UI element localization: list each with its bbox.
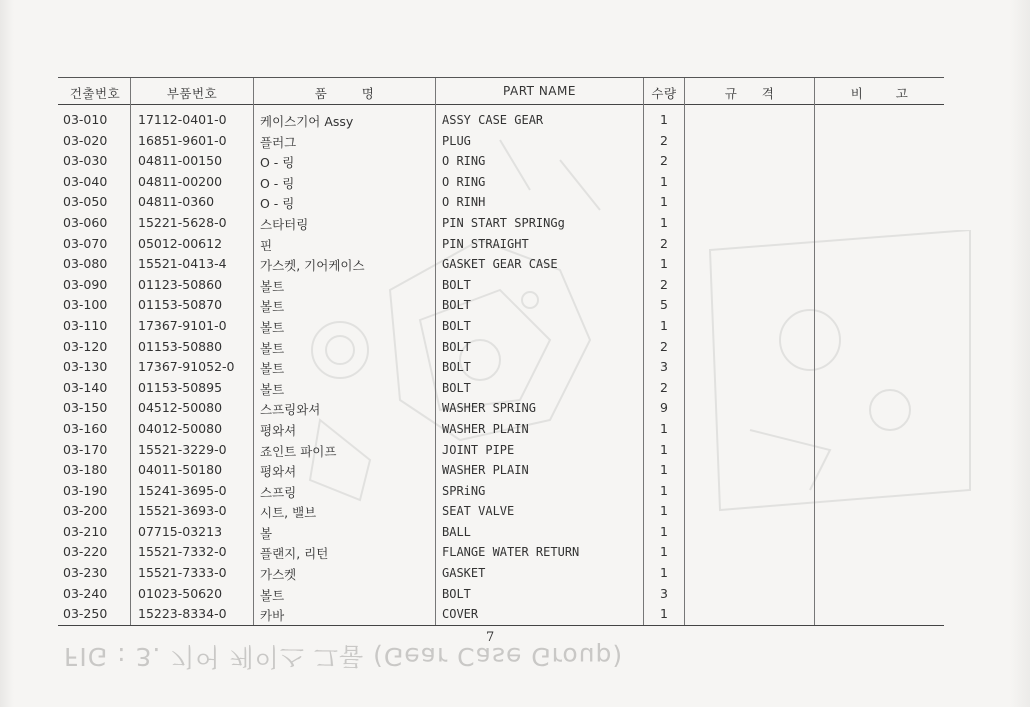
cell-part-name: JOINT PIPE <box>442 442 515 457</box>
cell-part-no: 15521-0413-4 <box>138 256 227 272</box>
table-row <box>58 234 944 255</box>
table-row <box>58 131 944 152</box>
table-row <box>58 398 944 419</box>
table-row <box>58 604 944 625</box>
cell-ref-no: 03-160 <box>63 420 108 436</box>
cell-qty: 1 <box>660 441 668 457</box>
table-row <box>58 584 944 605</box>
header-ref-no: 건출번호 <box>69 86 121 101</box>
cell-ref-no: 03-070 <box>63 235 108 251</box>
cell-part-name: COVER <box>442 607 479 622</box>
cell-part-name: GASKET GEAR CASE <box>442 257 558 272</box>
cell-qty: 1 <box>660 544 668 560</box>
table-row <box>58 254 944 275</box>
table-row <box>58 357 944 378</box>
cell-part-no: 15521-3693-0 <box>138 503 227 519</box>
cell-name-kr: 플랜지, 리턴 <box>260 546 329 562</box>
cell-qty: 1 <box>660 462 668 478</box>
cell-ref-no: 03-200 <box>63 503 108 519</box>
cell-ref-no: 03-190 <box>63 482 108 498</box>
cell-name-kr: 플러그 <box>260 134 297 150</box>
cell-part-no: 01153-50870 <box>138 297 223 313</box>
cell-ref-no: 03-010 <box>63 112 108 127</box>
cell-qty: 2 <box>660 379 668 395</box>
cell-name-kr: 카바 <box>260 608 285 624</box>
cell-part-no: 04811-00200 <box>138 173 223 189</box>
table-header-rule <box>58 104 944 105</box>
cell-part-name: BOLT <box>442 298 471 313</box>
parts-table-body <box>58 110 944 625</box>
cell-name-kr: 케이스기어 Assy <box>260 114 354 129</box>
cell-part-no: 15223-8334-0 <box>138 606 227 622</box>
header-part-no: 부품번호 <box>166 86 218 101</box>
cell-ref-no: 03-180 <box>63 462 108 478</box>
cell-ref-no: 03-150 <box>63 400 108 416</box>
table-row <box>58 295 944 316</box>
cell-part-no: 15521-7332-0 <box>138 544 227 560</box>
cell-qty: 1 <box>660 606 668 622</box>
cell-ref-no: 03-230 <box>63 565 108 581</box>
cell-part-name: SEAT VALVE <box>442 504 515 519</box>
cell-part-no: 15221-5628-0 <box>138 214 227 230</box>
cell-part-name: WASHER PLAIN <box>442 463 529 478</box>
cell-part-no: 16851-9601-0 <box>138 132 227 148</box>
cell-qty: 1 <box>660 565 668 581</box>
cell-part-name: BOLT <box>442 586 471 601</box>
cell-part-no: 17112-0401-0 <box>138 112 227 127</box>
cell-ref-no: 03-050 <box>63 194 108 210</box>
cell-part-name: BOLT <box>442 318 471 333</box>
cell-ref-no: 03-250 <box>63 606 108 622</box>
cell-name-kr: 볼트 <box>260 319 285 335</box>
cell-qty: 5 <box>660 297 668 313</box>
cell-part-no: 04811-0360 <box>138 194 215 210</box>
cell-part-no: 17367-91052-0 <box>138 359 235 375</box>
header-qty: 수량 <box>651 86 677 101</box>
cell-part-name: O RINH <box>442 195 486 210</box>
cell-name-kr: 볼트 <box>260 340 285 356</box>
cell-part-name: BOLT <box>442 360 471 375</box>
bleed-through-caption: FIG : 3. 기어 케이스 그룹 (Gear Case Group) <box>64 642 624 671</box>
header-part-name: PART NAME <box>503 84 576 98</box>
cell-name-kr: 스프링와셔 <box>260 402 321 418</box>
cell-part-name: BOLT <box>442 277 471 292</box>
cell-part-name: O RING <box>442 174 486 189</box>
cell-part-name: SPRiNG <box>442 483 486 498</box>
cell-qty: 1 <box>660 420 668 436</box>
cell-name-kr: 볼트 <box>260 278 285 294</box>
table-row <box>58 213 944 234</box>
table-row <box>58 192 944 213</box>
cell-part-no: 15521-7333-0 <box>138 565 227 581</box>
cell-qty: 1 <box>660 214 668 230</box>
table-row <box>58 151 944 172</box>
cell-qty: 2 <box>660 132 668 148</box>
cell-qty: 2 <box>660 153 668 169</box>
cell-part-no: 04512-50080 <box>138 400 223 416</box>
table-row <box>58 419 944 440</box>
cell-qty: 1 <box>660 256 668 272</box>
header-remarks: 비 고 <box>850 86 909 101</box>
cell-name-kr: 죠인트 파이프 <box>260 443 337 459</box>
cell-ref-no: 03-120 <box>63 338 108 354</box>
table-row <box>58 542 944 563</box>
cell-part-no: 05012-00612 <box>138 235 223 251</box>
cell-part-name: PIN START SPRINGg <box>442 215 565 230</box>
table-row <box>58 501 944 522</box>
cell-part-no: 17367-9101-0 <box>138 317 227 333</box>
cell-part-no: 07715-03213 <box>138 523 223 539</box>
cell-part-name: BOLT <box>442 380 471 395</box>
table-row <box>58 110 944 131</box>
cell-ref-no: 03-060 <box>63 214 108 230</box>
cell-name-kr: 볼트 <box>260 381 285 397</box>
cell-name-kr: 가스켓, 기어케이스 <box>260 258 365 274</box>
cell-name-kr: 핀 <box>260 237 273 253</box>
cell-qty: 9 <box>660 400 668 416</box>
cell-part-name: ASSY CASE GEAR <box>442 113 544 127</box>
table-row <box>58 316 944 337</box>
cell-ref-no: 03-040 <box>63 173 108 189</box>
table-row <box>58 172 944 193</box>
cell-name-kr: O - 링 <box>260 196 295 212</box>
cell-ref-no: 03-090 <box>63 276 108 292</box>
cell-name-kr: 평와셔 <box>260 422 297 438</box>
cell-name-kr: O - 링 <box>260 175 295 191</box>
cell-qty: 1 <box>660 112 668 127</box>
cell-qty: 1 <box>660 503 668 519</box>
cell-ref-no: 03-110 <box>63 317 108 333</box>
table-row <box>58 275 944 296</box>
cell-ref-no: 03-080 <box>63 256 108 272</box>
cell-qty: 3 <box>660 585 668 601</box>
cell-ref-no: 03-240 <box>63 585 108 601</box>
cell-ref-no: 03-030 <box>63 153 108 169</box>
table-row <box>58 563 944 584</box>
cell-name-kr: 볼트 <box>260 587 285 603</box>
cell-part-name: PLUG <box>442 133 471 148</box>
cell-ref-no: 03-130 <box>63 359 108 375</box>
cell-ref-no: 03-220 <box>63 544 108 560</box>
table-row <box>58 481 944 502</box>
cell-qty: 1 <box>660 194 668 210</box>
cell-name-kr: 볼 <box>260 525 273 541</box>
cell-ref-no: 03-210 <box>63 523 108 539</box>
cell-qty: 2 <box>660 276 668 292</box>
cell-qty: 1 <box>660 482 668 498</box>
cell-ref-no: 03-020 <box>63 132 108 148</box>
table-top-rule <box>58 77 944 78</box>
cell-name-kr: 볼트 <box>260 299 285 315</box>
cell-part-no: 15521-3229-0 <box>138 441 227 457</box>
cell-ref-no: 03-170 <box>63 441 108 457</box>
cell-name-kr: 볼트 <box>260 361 285 377</box>
cell-part-name: BALL <box>442 524 471 539</box>
cell-name-kr: 스프링 <box>260 484 297 500</box>
cell-name-kr: 시트, 밸브 <box>260 505 317 521</box>
cell-part-name: BOLT <box>442 339 471 354</box>
table-bottom-rule <box>58 625 944 626</box>
cell-part-no: 01023-50620 <box>138 585 223 601</box>
cell-part-no: 01153-50880 <box>138 338 223 354</box>
cell-part-name: PIN STRAIGHT <box>442 236 529 251</box>
cell-name-kr: O - 링 <box>260 155 295 171</box>
cell-part-name: O RING <box>442 154 486 169</box>
table-row <box>58 440 944 461</box>
header-name-kr: 품 명 <box>314 86 375 101</box>
cell-part-name: WASHER PLAIN <box>442 421 529 436</box>
cell-part-name: WASHER SPRING <box>442 401 536 416</box>
cell-qty: 2 <box>660 338 668 354</box>
table-row <box>58 378 944 399</box>
cell-part-name: GASKET <box>442 566 486 581</box>
cell-ref-no: 03-100 <box>63 297 108 313</box>
cell-qty: 2 <box>660 235 668 251</box>
cell-part-no: 01153-50895 <box>138 379 223 395</box>
cell-part-no: 04811-00150 <box>138 153 223 169</box>
cell-part-no: 04011-50180 <box>138 462 223 478</box>
cell-part-no: 04012-50080 <box>138 420 223 436</box>
header-spec: 규 격 <box>724 86 775 101</box>
cell-name-kr: 가스켓 <box>260 567 297 583</box>
cell-name-kr: 평와셔 <box>260 464 297 480</box>
cell-qty: 3 <box>660 359 668 375</box>
table-row <box>58 460 944 481</box>
cell-part-no: 15241-3695-0 <box>138 482 227 498</box>
table-row <box>58 522 944 543</box>
cell-qty: 1 <box>660 173 668 189</box>
cell-ref-no: 03-140 <box>63 379 108 395</box>
cell-part-name: FLANGE WATER RETURN <box>442 545 580 560</box>
page-number: 7 <box>486 630 495 645</box>
table-row <box>58 337 944 358</box>
cell-qty: 1 <box>660 317 668 333</box>
cell-name-kr: 스타터링 <box>260 216 309 232</box>
cell-qty: 1 <box>660 523 668 539</box>
cell-part-no: 01123-50860 <box>138 276 223 292</box>
